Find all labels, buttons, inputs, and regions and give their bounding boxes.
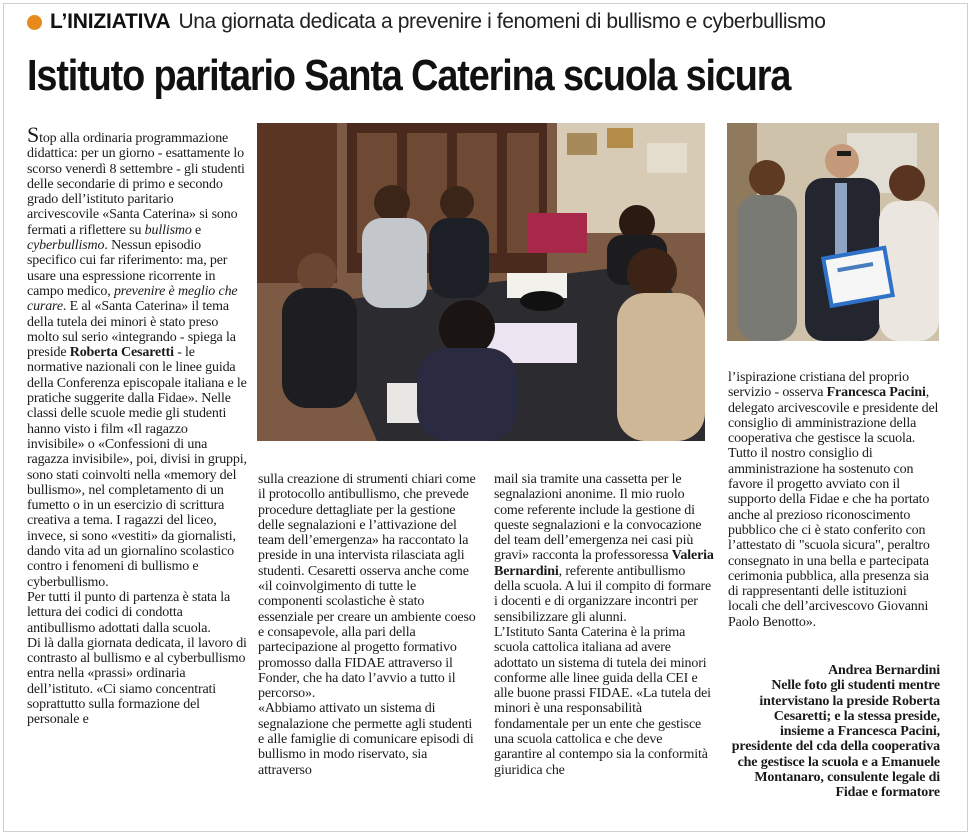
paragraph: Per tutti il punto di partenza è stata la lettura dei codici di condotta antibullismo adottati dalla scuola. [27,589,231,636]
paragraph: L’Istituto Santa Caterina è la prima scuola cattolica italiana ad avere adottato un sistema di tutela dei minori conforme alle linee guida della CEI e alle buone prassi FIDAE. «La tutela dei minori è una responsabilità fondamentale per un ente che gestisce una scuola cattolica e che deve garantire al contempo sia la conformità giuridica che [494,624,711,778]
person-name: Roberta Cesaretti [69,345,174,361]
italic-term: cyberbullismo [27,238,105,254]
photo-ceremony-illustration [727,123,939,341]
text-run: mail sia tramite una cassetta per le segnalazioni anonime. Il mio ruolo come referente include la gestione di queste segnalazioni e la convocazione del team dell’emergenza nei casi più gravi» racconta la professoressa [494,472,702,564]
paragraph [728,370,940,630]
text-run: . E al «Santa Caterina» il tema della tutela dei minori è stato preso molto sul serio «integrando - spiega la preside [27,299,236,361]
italic-term: bullismo [144,222,192,238]
text-run: l’ispirazione cristiana del proprio servizio - osserva [728,370,909,401]
photo-caption [728,663,940,801]
kicker-subtitle: Una giornata dedicata a prevenire i fenomeni di bullismo e cyberbullismo [178,10,826,33]
paragraph: Di là dalla giornata dedicata, il lavoro di contrasto al bullismo e al cyberbullismo entra nella «prassi» ordinaria dell’istituto. «Ci siamo concentrati soprattutto sulla formazione del personale e [27,635,247,728]
kicker-label: L’INIZIATIVA [50,10,171,33]
headline: Istituto paritario Santa Caterina scuola sicura [27,51,791,100]
photo-students-illustration [257,123,705,441]
article-column-3 [494,472,714,778]
author-byline: Andrea Bernardini [828,663,940,678]
paragraph [27,122,247,590]
drop-cap: S [27,122,40,147]
text-run: , referente antibullismo della scuola. A lui il compito di formare i docenti e di organizzare incontri per sensibilizzare gli alunni. [494,563,712,625]
paragraph: sulla creazione di strumenti chiari come il protocollo antibullismo, che prevede procedure dettagliate per la gestione delle segnalazioni e l’attivazione del team dell’emergenza» ha raccontato la preside in una intervista rilasciata agli studenti. Cesaretti osserva anche come «il coinvolgimento di tutte le componenti scolastiche è stato essenziale per creare un ambiente coeso e consapevole, alla pari della partecipazione al progetto formativo promosso dalla FIDAE attraverso il Fonder, che ha dato l’avvio a tutto il percorso». [258,472,476,702]
photo-students-interview [257,123,705,441]
person-name: Valeria Bernardini [494,548,714,579]
caption-text: Nelle foto gli studenti mentre intervistano la preside Roberta Cesaretti; e la stessa preside, insieme a Francesca Pacini, presidente del cda della cooperativa che gestisce la scuola e a Emanuele Montanaro, consulente legale di Fidae e formatore [731,678,940,801]
kicker-bullet-icon [27,15,42,30]
person-name: Francesca Pacini [826,385,926,401]
article-column-2 [258,472,480,778]
paragraph [494,472,714,625]
italic-quote: prevenire è meglio che curare [27,283,238,315]
text-run: top alla ordinaria programmazione didattica: per un giorno - esattamente lo scorso venerdì 8 settembre - gli studenti delle secondarie di primo e secondo grado dell’istituto paritario arcivescovile «Santa Caterina» si sono fermati a riflettere su [27,131,245,238]
photo-ceremony [727,123,939,341]
paragraph: «Abbiamo attivato un sistema di segnalazione che permette agli studenti e alle famiglie di comunicare episodi di bullismo in modo riservato, sia attraverso [258,701,474,778]
article-column-1 [27,122,247,728]
text-run: - le normative nazionali con le linee guida della Conferenza episcopale italiana e le pratiche suggerite dalla Fidae». Nelle classi delle scuole medie gli studenti hanno visto i film «Il ragazzo invisibile» o «Confessioni di una ragazza invisibile», poi, divisi in gruppi, sono stati coinvolti nella «memory del bullismo», nel completamento di un fumetto o in un esercizio di scrittura creativa a tema. I ragazzi del liceo, invece, si sono «vestiti» da giornalisti, dando vita ad un giornalino scolastico contro i fenomeni di bullismo e cyberbullismo. [27,345,247,590]
kicker [27,9,826,35]
article-column-4 [728,370,940,630]
text-run: . Nessun episodio specifico cui far riferimento: ma, per usare una espressione ricorrente in campo medico, [27,238,228,299]
text-run: , delegato arcivescovile e presidente del consiglio di amministrazione della cooperativa che gestisce la scuola. Tutto il nostro consiglio di amministrazione ha sostenuto con favore il progetto avviato con il supporto della Fidae e che ha portato anche al prezioso riconoscimento pubblico che ci è stato conferito con l’attestato di "scuola sicura", peraltro consegnato in una bella e partecipata cerimonia pubblica, alla presenza sia di rappresentanti delle istituzioni locali che dell’arcivescovo Giovanni Paolo Benotto». [728,385,939,630]
text-run: e [191,222,202,238]
